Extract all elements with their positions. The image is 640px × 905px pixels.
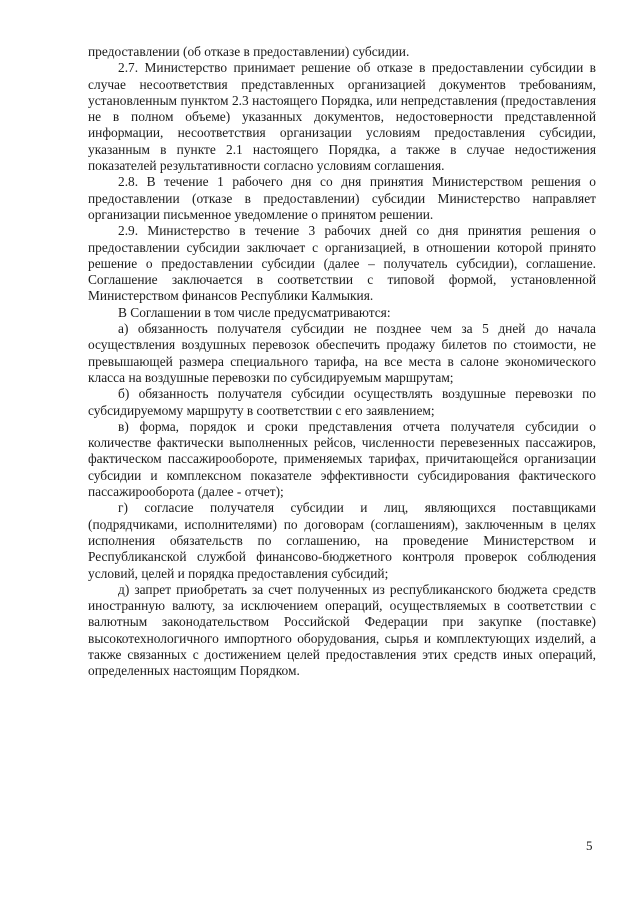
paragraph-2-9: 2.9. Министерство в течение 3 рабочих дней со дня принятия решения о предоставлении субсидии заключает с организацией, в отношении которой принято решение о предоставлении субсидии (далее – получатель субсидии), соглашение. Соглашение заключается в соответствии с типовой формой, установленной Министерством финансов Республики Калмыкия. (88, 223, 596, 304)
paragraph-agreement-intro: В Соглашении в том числе предусматриваются: (118, 304, 391, 320)
document-page (88, 44, 596, 680)
list-item-b: б) обязанность получателя субсидии осуществлять воздушные перевозки по субсидируемому маршруту в соответствии с его заявлением; (88, 386, 596, 418)
page-number: 5 (586, 838, 593, 853)
list-item-d: д) запрет приобретать за счет полученных из республиканского бюджета средств иностранную валюту, за исключением операций, осуществляемых в соответствии с валютным законодательством Российской Федерации при закупке (поставке) высокотехнологичного импортного оборудования, сырья и комплектующих изделий, а также связанных с достижением целей предоставления этих средств иных операций, определенных настоящим Порядком. (88, 581, 596, 679)
paragraph-2-7: 2.7. Министерство принимает решение об отказе в предоставлении субсидии в случае несоответствия представленных организацией документов требованиям, установленным пунктом 2.3 настоящего Порядка, или непредставления (предоставления не в полном объеме) указанных документов, недостоверности представленной информации, несоответствия организации условиям предоставления субсидии, указанным в пункте 2.1 настоящего Порядка, а также в случае недостижения показателей результативности согласно условиям соглашения. (88, 60, 596, 174)
list-item-a: а) обязанность получателя субсидии не позднее чем за 5 дней до начала осуществления воздушных перевозок обеспечить продажу билетов по стоимости, не превышающей размера специального тарифа, на все места в салоне экономического класса на воздушные перевозки по субсидируемым маршрутам; (88, 321, 596, 385)
paragraph-continuation: предоставлении (об отказе в предоставлении) субсидии. (88, 44, 410, 59)
list-item-v: в) форма, порядок и сроки представления отчета получателя субсидии о количестве фактически выполненных рейсов, численности перевезенных пассажиров, фактическом пассажирообороте, применяемых тарифах, причитающейся организации субсидии и комплексном показателе эффективности субсидирования фактического пассажирооборота (далее - отчет); (88, 418, 596, 500)
paragraph-2-8: 2.8. В течение 1 рабочего дня со дня принятия Министерством решения о предоставлении (отказе в предоставлении) субсидии Министерство направляет организации письменное уведомление о принятом решении. (88, 174, 596, 222)
list-item-g: г) согласие получателя субсидии и лиц, являющихся поставщиками (подрядчиками, исполнителями) по договорам (соглашениям), заключенным в целях исполнения обязательств по соглашению, на проведение Министерством и Республиканской службой финансово-бюджетного контроля проверок соблюдения условий, целей и порядка предоставления субсидий; (88, 500, 596, 581)
